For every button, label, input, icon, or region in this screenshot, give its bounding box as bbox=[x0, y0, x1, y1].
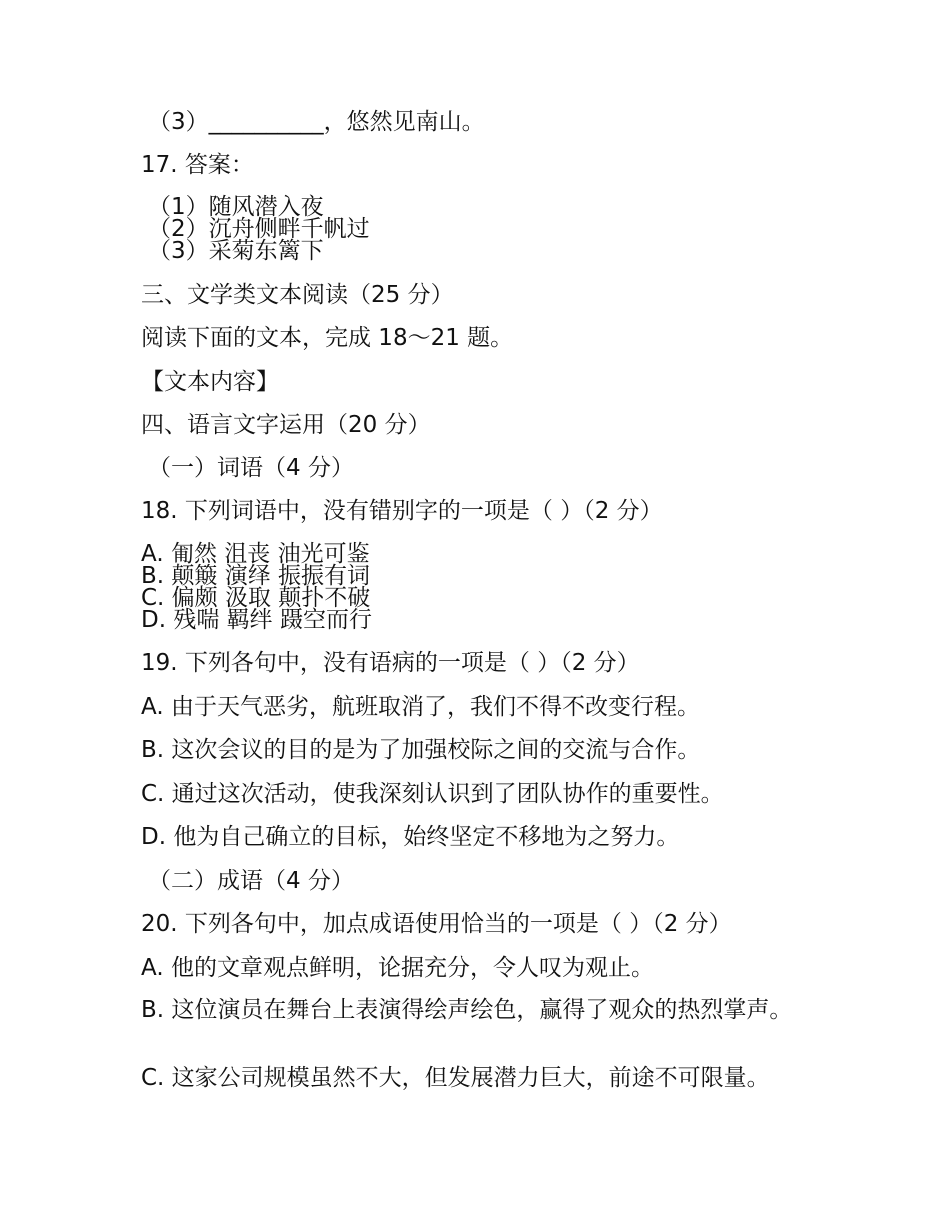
q17-answer-3: （3）采菊东篱下 bbox=[148, 238, 324, 264]
text-content-placeholder: 【文本内容】 bbox=[141, 369, 279, 395]
q18-option-d: D. 残喘 羁绊 蹑空而行 bbox=[141, 607, 372, 633]
q19-option-d: D. 他为自己确立的目标，始终坚定不移地为之努力。 bbox=[141, 824, 680, 850]
section4-part2-title: （二）成语（4 分） bbox=[148, 868, 354, 894]
q20-question: 20. 下列各句中，加点成语使用恰当的一项是（ ）（2 分） bbox=[141, 911, 732, 937]
q17-answer-1: （1）随风潜入夜 bbox=[148, 194, 324, 220]
q17-header: 17. 答案： bbox=[141, 152, 254, 178]
q18-option-b: B. 颠簸 演绎 振振有词 bbox=[141, 563, 371, 589]
q18-question: 18. 下列词语中，没有错别字的一项是（ ）（2 分） bbox=[141, 498, 663, 524]
q18-option-a: A. 匍然 沮丧 油光可鉴 bbox=[141, 541, 370, 567]
q19-option-a: A. 由于天气恶劣，航班取消了，我们不得不改变行程。 bbox=[141, 694, 700, 720]
section4-part1-title: （一）词语（4 分） bbox=[148, 455, 354, 481]
q20-option-c: C. 这家公司规模虽然不大，但发展潜力巨大，前途不可限量。 bbox=[141, 1065, 770, 1091]
poem-blank-line: （3）__________，悠然见南山。 bbox=[148, 109, 485, 135]
q19-question: 19. 下列各句中，没有语病的一项是（ ）（2 分） bbox=[141, 650, 640, 676]
section4-title: 四、语言文字运用（20 分） bbox=[141, 412, 431, 438]
q20-option-b: B. 这位演员在舞台上表演得绘声绘色，赢得了观众的热烈掌声。 bbox=[141, 997, 793, 1023]
section3-title: 三、文学类文本阅读（25 分） bbox=[141, 282, 454, 308]
q19-option-c: C. 通过这次活动，使我深刻认识到了团队协作的重要性。 bbox=[141, 781, 724, 807]
q18-option-c: C. 偏颇 汲取 颠扑不破 bbox=[141, 585, 371, 611]
q17-answer-2: （2）沉舟侧畔千帆过 bbox=[148, 216, 370, 242]
section3-instruction: 阅读下面的文本，完成 18～21 题。 bbox=[141, 325, 514, 351]
q19-option-b: B. 这次会议的目的是为了加强校际之间的交流与合作。 bbox=[141, 737, 701, 763]
q20-option-a: A. 他的文章观点鲜明，论据充分，令人叹为观止。 bbox=[141, 955, 654, 981]
